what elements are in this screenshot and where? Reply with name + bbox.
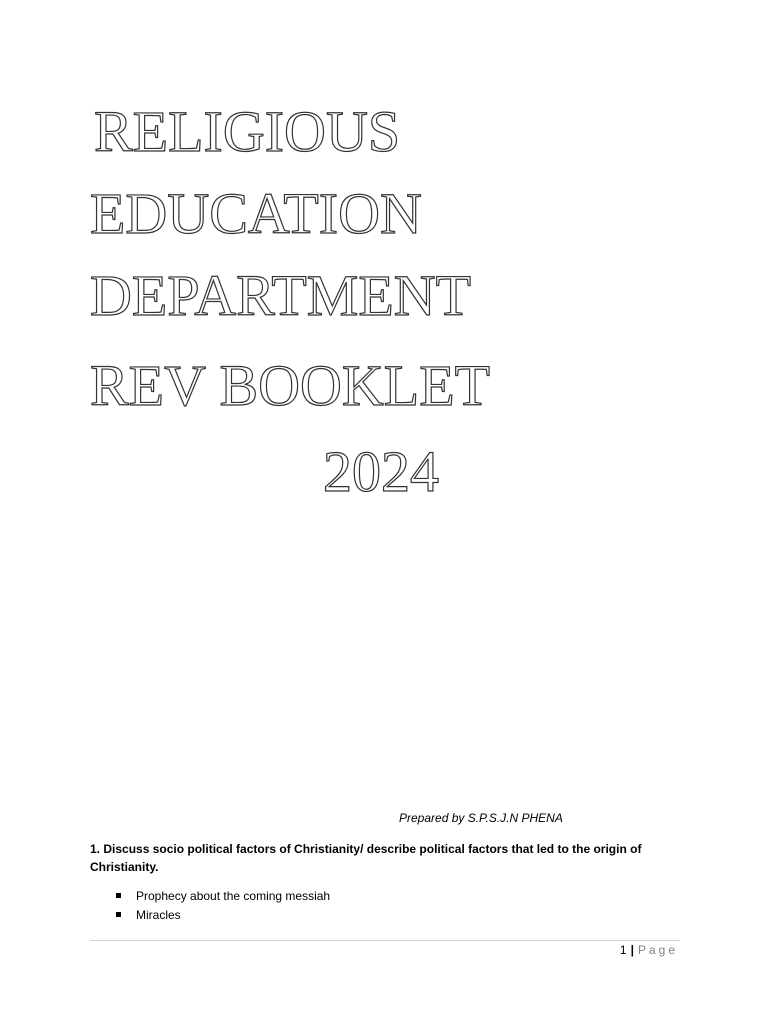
footer-divider bbox=[90, 940, 680, 941]
question-heading: 1. Discuss socio political factors of Christianity/ describe political factors that led to the origin of Christianity. bbox=[90, 842, 642, 874]
square-bullet-icon bbox=[116, 893, 121, 898]
title-line-rev-booklet: REV BOOKLET bbox=[90, 353, 491, 418]
square-bullet-icon bbox=[116, 912, 121, 917]
list-item bbox=[116, 906, 330, 925]
title-line-department: DEPARTMENT bbox=[90, 263, 472, 328]
page-number: 1 bbox=[619, 943, 627, 957]
page-footer bbox=[620, 943, 678, 957]
title-line-religious: RELIGIOUS bbox=[94, 99, 401, 164]
title-line-year: 2024 bbox=[323, 439, 439, 504]
answer-bullet-list bbox=[116, 887, 330, 925]
list-item bbox=[116, 887, 330, 906]
page-separator: | bbox=[630, 943, 634, 957]
prepared-by-credit: Prepared by S.P.S.J.N PHENA bbox=[399, 811, 563, 825]
list-item-text: Miracles bbox=[136, 908, 181, 922]
list-item-text: Prophecy about the coming messiah bbox=[136, 889, 331, 903]
page-label: Page bbox=[637, 943, 678, 957]
title-line-education: EDUCATION bbox=[90, 181, 422, 246]
